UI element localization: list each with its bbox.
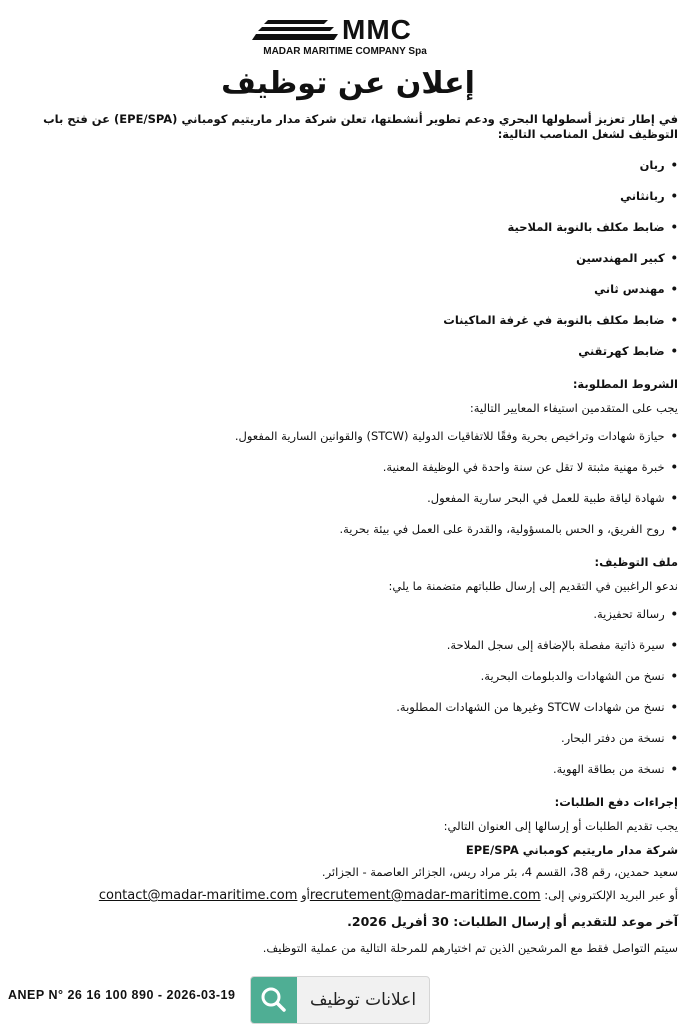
intro-text-2: عن فتح باب التوظيف لشغل المناصب التالية: <box>43 112 678 141</box>
email-lead: أو عبر البريد الإلكتروني إلى: <box>544 888 678 902</box>
company-name: MADAR MARITIME COMPANY Spa <box>263 46 427 57</box>
position-item: • ضابط كهرتقني <box>20 336 678 367</box>
application-file-lead: ندعو الراغبين في التقديم إلى إرسال طلباتهم متضمنة ما يلي: <box>388 579 678 593</box>
badge-label: اعلانات توظيف <box>309 990 417 1010</box>
document-item: • رسالة تحفيزية. <box>20 599 678 630</box>
position-item: • ربانثاني <box>20 181 678 212</box>
position-item: • ضابط مكلف بالنوبة في غرفة الماكينات <box>20 305 678 336</box>
document-item: • نسخ من الشهادات والدبلومات البحرية. <box>20 661 678 692</box>
email-separator: أو <box>301 888 310 902</box>
positions-list <box>20 150 678 367</box>
recruitment-email-link[interactable]: recrutement@madar-maritime.com <box>309 888 541 903</box>
procedure-heading: إجراءات دفع الطلبات: <box>554 795 678 809</box>
selection-note: سيتم التواصل فقط مع المرشحين الذين تم اختيارهم للمرحلة التالية من عملية التوظيف. <box>262 941 678 955</box>
postal-address: سعيد حمدين، رقم 38، القسم 4، بئر مراد ريس، الجزائر العاصمة - الجزائر. <box>321 865 678 879</box>
company-address-name: شركة مدار ماريتيم كومباني EPE/SPA <box>465 843 678 857</box>
company-logo <box>250 14 440 60</box>
position-item: • مهندس ثاني <box>20 274 678 305</box>
position-item: • ربان <box>20 150 678 181</box>
announcement-body <box>20 112 678 959</box>
requirement-item: • خبرة مهنية مثبتة لا تقل عن سنة واحدة في الوظيفة المعنية. <box>20 452 678 483</box>
anep-reference: ANEP N° 26 16 100 890 - 2026-03-19 <box>8 988 236 1002</box>
application-deadline: آخر موعد للتقديم أو إرسال الطلبات: 30 أفريل 2026. <box>347 914 678 929</box>
requirements-list <box>20 421 678 545</box>
application-file-heading: ملف التوظيف: <box>594 555 678 569</box>
logo-text: MMC <box>342 14 412 45</box>
intro-code: (EPE/SPA) <box>114 112 178 126</box>
requirement-item: • شهادة لياقة طبية للعمل في البحر سارية المفعول. <box>20 483 678 514</box>
document-item: • سيرة ذاتية مفصلة بالإضافة إلى سجل الملاحة. <box>20 630 678 661</box>
intro-text-1: في إطار تعزيز أسطولها البحري ودعم تطوير أنشطتها، تعلن شركة مدار ماريتيم كومباني <box>181 112 678 126</box>
contact-email-link[interactable]: contact@madar-maritime.com <box>98 888 298 903</box>
document-item: • نسخة من دفتر البحار. <box>20 723 678 754</box>
document-item: • نسخة من بطاقة الهوية. <box>20 754 678 785</box>
procedure-lead: يجب تقديم الطلبات أو إرسالها إلى العنوان التالي: <box>443 819 678 833</box>
documents-list <box>20 599 678 785</box>
position-item: • كبير المهندسين <box>20 243 678 274</box>
job-ads-badge[interactable] <box>250 976 430 1024</box>
search-icon <box>251 977 297 1023</box>
requirements-heading: الشروط المطلوبة: <box>572 377 678 391</box>
requirements-lead: يجب على المتقدمين استيفاء المعايير التالية: <box>469 401 678 415</box>
position-item: • ضابط مكلف بالنوبة الملاحية <box>20 212 678 243</box>
page-title: إعلان عن توظيف <box>221 66 475 101</box>
intro-paragraph <box>20 112 678 142</box>
requirement-item: • روح الفريق، و الحس بالمسؤولية، والقدرة على العمل في بيئة بحرية. <box>20 514 678 545</box>
ship-logo-icon <box>250 18 340 44</box>
document-item: • نسخ من شهادات STCW وغيرها من الشهادات المطلوبة. <box>20 692 678 723</box>
requirement-item: • حيازة شهادات وتراخيص بحرية وفقًا للاتفاقيات الدولية (STCW) والقوانين السارية المفعول. <box>20 421 678 452</box>
email-row <box>20 883 678 907</box>
